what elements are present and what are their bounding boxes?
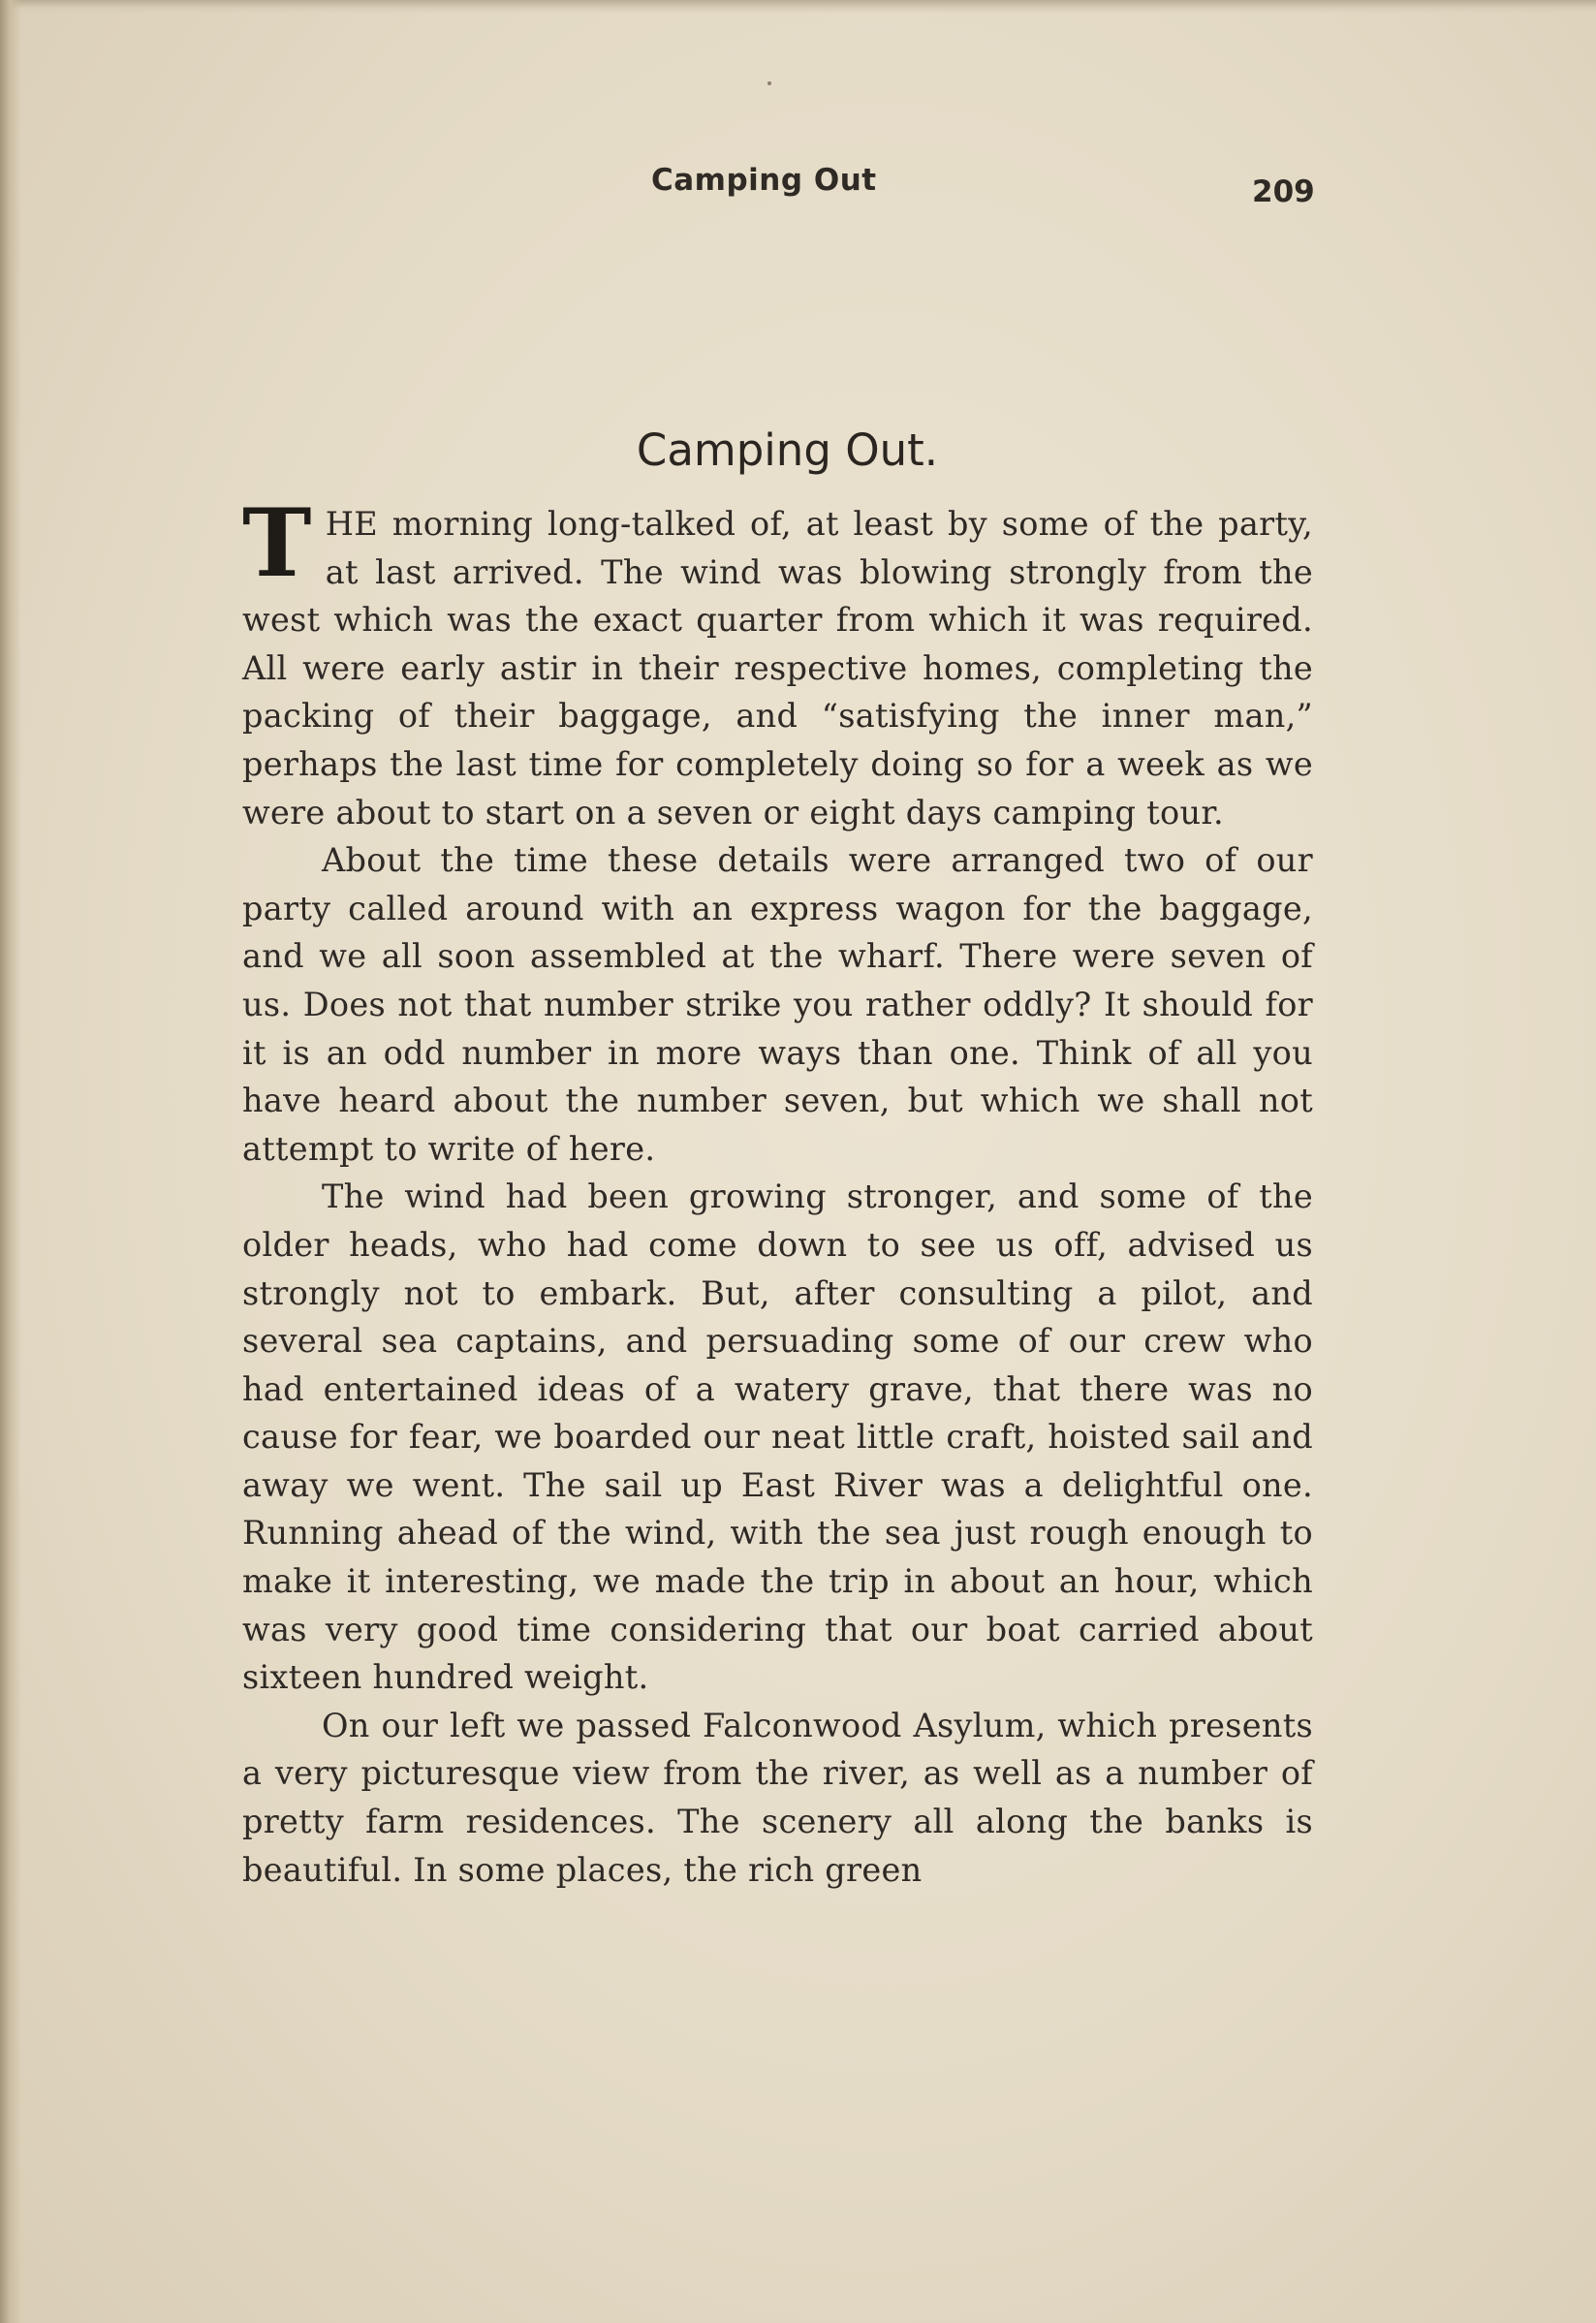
page-number: 209 [1252,174,1315,209]
running-head [0,163,1512,211]
page-binding-edge [0,0,21,2323]
paragraph-2: About the time these details were arranged two of our party called around with an express wagon for the baggage, and we all soon assembled at the wharf. There were seven of us. Does not that number strike you rather oddly? It should for it is an odd number in more ways than one. Think of all you have heard about the number seven, but which we shall not attempt to write of here. [242,841,1313,1168]
paragraph-4: On our left we passed Falconwood Asylum, which presents a very picturesque view from the river, as well as a number of pretty farm residences. The scenery all along the banks is beautiful. In some places, the rich green [242,1706,1313,1889]
page-top-edge [0,0,1596,14]
body-text [242,488,1313,1894]
chapter-title: Camping Out. [636,424,939,476]
paragraph-1-text: HE morning long-talked of, at least by some of the party, at last arrived. The wind was blowing strongly from the west which was the exact quarter from which it was required. All were early astir in their respective homes, completing the packing of their baggage, and “satisfying the inner man,” perhaps the last time for completely doing so for a week as we were about to start on a seven or eight days camping tour. [242,505,1313,832]
drop-cap: T [242,488,312,598]
running-title: Camping Out [651,163,877,198]
paragraph-3: The wind had been growing stronger, and some of the older heads, who had come down to see us off, advised us strongly not to embark. But, after consulting a pilot, and several sea captains, and persuading some of our crew who had entertained ideas of a watery grave, that there was no cause for fear, we boarded our neat little craft, hoisted sail and away we went. The sail up East River was a delightful one. Running ahead of the wind, with the sea just rough enough to make it interesting, we made the trip in about an hour, which was very good time considering that our boat carried about sixteen hundred weight. [242,1177,1313,1697]
paragraph-1 [242,488,1313,836]
ink-speck [767,81,771,85]
